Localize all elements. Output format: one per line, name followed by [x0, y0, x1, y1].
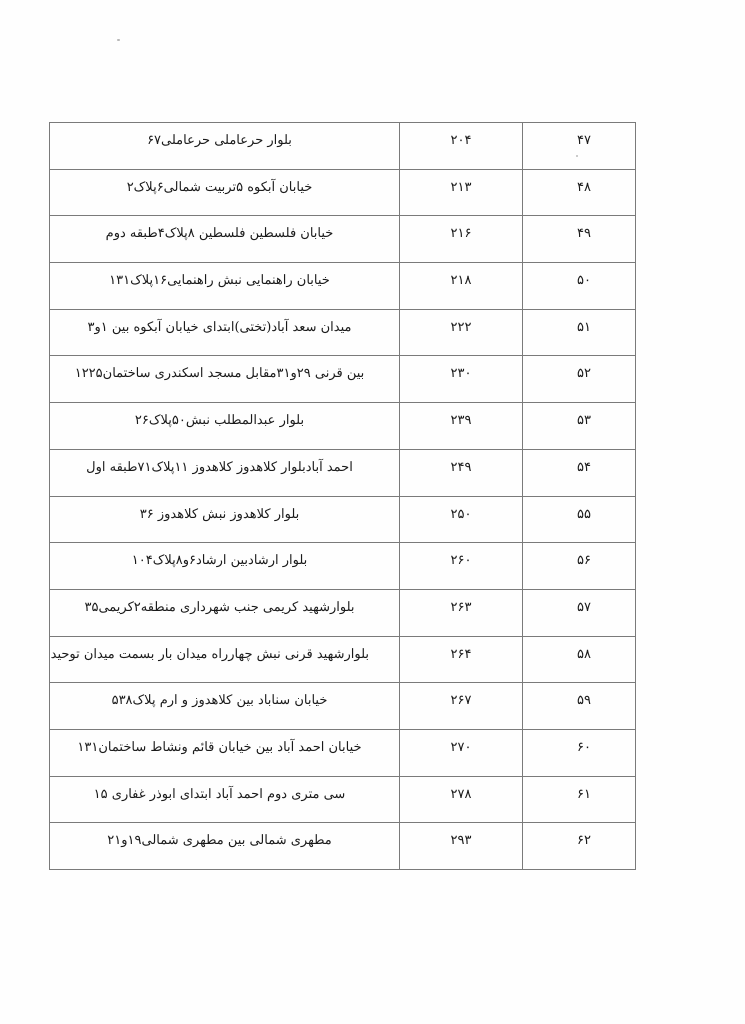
table-row [50, 496, 636, 543]
row-number-cell: ۵۶ [523, 543, 636, 590]
table-row [50, 543, 636, 590]
address-cell: خیابان آبکوه ۵تربیت شمالی۶پلاک۲ [50, 169, 400, 216]
address-cell: بین قرنی ۲۹و۳۱مقابل مسجد اسکندری ساختمان۱۲۲۵ [50, 356, 400, 403]
address-cell: بلوارشهید کریمی جنب شهرداری منطقه۲کریمی۳۵ [50, 589, 400, 636]
scan-speck [117, 39, 120, 41]
code-cell: ۲۶۳ [400, 589, 523, 636]
row-number-cell: ۵۹ [523, 683, 636, 730]
table-row [50, 356, 636, 403]
address-cell: خیابان فلسطین فلسطین ۸پلاک۴طبقه دوم [50, 216, 400, 263]
code-cell: ۲۷۸ [400, 776, 523, 823]
row-number-cell: ۴۷ [523, 123, 636, 170]
table-row [50, 309, 636, 356]
table-row [50, 169, 636, 216]
table-row [50, 263, 636, 310]
row-number-cell: ۵۳ [523, 403, 636, 450]
address-cell: بلوار ارشادبین ارشاد۶و۸پلاک۱۰۴ [50, 543, 400, 590]
code-cell: ۲۳۰ [400, 356, 523, 403]
row-number-cell: ۵۱ [523, 309, 636, 356]
table-row [50, 636, 636, 683]
address-cell: میدان سعد آباد(تختی)ابتدای خیابان آبکوه بین ۱و۳ [50, 309, 400, 356]
code-cell: ۲۰۴ [400, 123, 523, 170]
address-cell: خیابان احمد آباد بین خیابان قائم ونشاط ساختمان۱۳۱ [50, 729, 400, 776]
code-cell: ۲۷۰ [400, 729, 523, 776]
row-number-cell: ۵۵ [523, 496, 636, 543]
address-table [49, 122, 636, 870]
code-cell: ۲۹۳ [400, 823, 523, 870]
table-row [50, 123, 636, 170]
table-row [50, 823, 636, 870]
address-cell: بلوارشهید قرنی نبش چهارراه میدان بار بسمت میدان توحید [50, 636, 400, 683]
address-cell: احمد آبادبلوار کلاهدوز کلاهدوز ۱۱پلاک۷۱طبقه اول [50, 449, 400, 496]
code-cell: ۲۶۷ [400, 683, 523, 730]
code-cell: ۲۱۸ [400, 263, 523, 310]
code-cell: ۲۶۴ [400, 636, 523, 683]
table-row [50, 589, 636, 636]
code-cell: ۲۶۰ [400, 543, 523, 590]
table-row [50, 449, 636, 496]
address-cell: سی متری دوم احمد آباد ابتدای ابوذر غفاری ۱۵ [50, 776, 400, 823]
table-row [50, 729, 636, 776]
code-cell: ۲۵۰ [400, 496, 523, 543]
address-cell: بلوار کلاهدوز نبش کلاهدوز ۳۶ [50, 496, 400, 543]
table-row [50, 216, 636, 263]
code-cell: ۲۱۶ [400, 216, 523, 263]
code-cell: ۲۳۹ [400, 403, 523, 450]
address-cell: خیابان راهنمایی نبش راهنمایی۱۶پلاک۱۳۱ [50, 263, 400, 310]
row-number-cell: ۶۲ [523, 823, 636, 870]
row-number-cell: ۵۸ [523, 636, 636, 683]
table-row [50, 683, 636, 730]
row-number-cell: ۵۰ [523, 263, 636, 310]
code-cell: ۲۴۹ [400, 449, 523, 496]
code-cell: ۲۲۲ [400, 309, 523, 356]
table-row [50, 776, 636, 823]
code-cell: ۲۱۳ [400, 169, 523, 216]
address-cell: خیابان سناباد بین کلاهدوز و ارم پلاک۵۳۸ [50, 683, 400, 730]
address-cell: بلوار عبدالمطلب نبش۵۰پلاک۲۶ [50, 403, 400, 450]
address-cell: مطهری شمالی بین مطهری شمالی۱۹و۲۱ [50, 823, 400, 870]
table-row [50, 403, 636, 450]
row-number-cell: ۴۸ [523, 169, 636, 216]
address-cell: بلوار حرعاملی حرعاملی۶۷ [50, 123, 400, 170]
row-number-cell: ۶۰ [523, 729, 636, 776]
row-number-cell: ۵۷ [523, 589, 636, 636]
row-number-cell: ۵۲ [523, 356, 636, 403]
row-number-cell: ۵۴ [523, 449, 636, 496]
row-number-cell: ۴۹ [523, 216, 636, 263]
row-number-cell: ۶۱ [523, 776, 636, 823]
